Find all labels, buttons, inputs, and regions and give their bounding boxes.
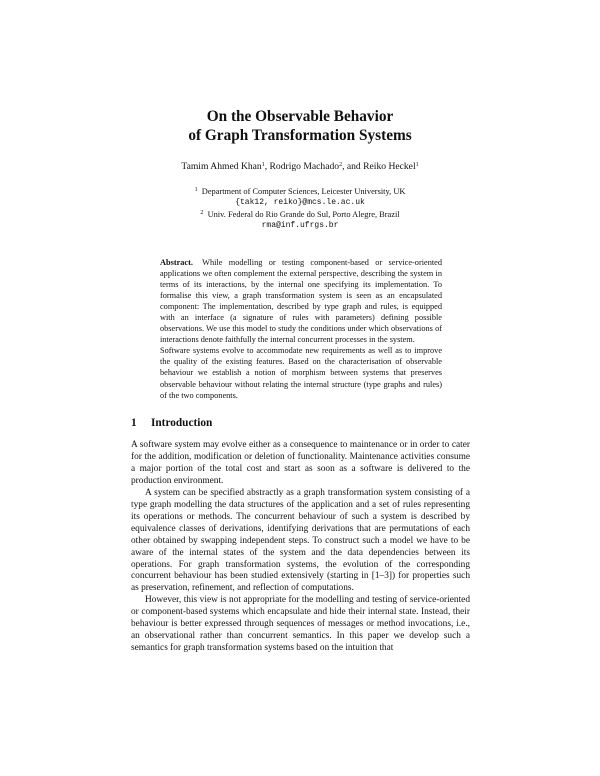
section-number: 1: [131, 417, 137, 429]
section-title: Introduction: [151, 417, 213, 429]
abstract-label: Abstract.: [160, 258, 193, 267]
affiliation-2: [0, 209, 600, 231]
body-paragraph: However, this view is not appropriate for the modelling and testing of service-oriented or component-based systems which encapsulate and hide their internal state. Instead, their behaviour is better expressed through sequences of messages or method invocations, i.e., an observational rather than concurrent semantics. In this paper we develop such a semantics for graph transformation systems based on the intuition that: [131, 595, 470, 654]
affiliation-institution: $^2$ Univ. Federal do Rio Grande do Sul, Porto Alegre, Brazil: [200, 210, 400, 219]
author-separator: , and: [342, 161, 364, 172]
author-separator: ,: [264, 161, 270, 172]
affiliation-email: rma@inf.ufrgs.br: [261, 221, 339, 230]
affiliation-institution: $^1$ Department of Computer Sciences, Leicester University, UK: [194, 187, 406, 196]
author-name: Reiko Heckel: [363, 161, 416, 172]
paper-title: [0, 107, 600, 145]
author-list: [0, 161, 600, 173]
author-affiliation-marker: 2: [339, 162, 343, 168]
title-line-1: On the Observable Behavior: [206, 108, 394, 125]
abstract-paragraph: Abstract. While modelling or testing component-based or service-oriented applications we often complement the external perspective, describing the system in terms of its interactions, by the internal one specifying its implementation. To formalise this view, a graph transformation system is seen as an encapsulated component: The implementation, described by type graph and rules, is equipped with an interface (a signature of rules with parameters) defining possible observations. We use this model to study the conditions under which observations of interactions denote faithfully the internal concurrent processes in the system.: [160, 258, 442, 345]
author-name: Rodrigo Machado: [269, 161, 340, 172]
body-paragraph: A system can be specified abstractly as a graph transformation system consisting of a type graph modelling the data structures of the application and a set of rules representing its operations or methods. The concurrent behaviour of such a system is described by equivalence classes of derivations, identifying derivations that are permutations of each other obtained by swapping independent steps. To construct such a model we have to be aware of the internal states of the system and the data dependencies between its operations. For graph transformation systems, the evolution of the corresponding concurrent behaviour has been studied extensively (starting in [1–3]) for properties such as preservation, refinement, and reflection of computations.: [131, 487, 470, 594]
abstract-paragraph: Software systems evolve to accommodate new requirements as well as to improve the quality of the existing features. Based on the characterisation of observable behaviour we establish a notion of morphism between systems that preserves observable behaviour without relating the internal structure (type graphs and rules) of the two components.: [160, 346, 442, 400]
author-affiliation-marker: 1: [261, 162, 265, 168]
body-paragraph: A software system may evolve either as a consequence to maintenance or in order to cater for the addition, modification or deletion of functionality. Maintenance activities consume a major portion of the total cost and start as soon as a software is delivered to the production environment.: [131, 440, 470, 486]
body-text: [131, 440, 470, 655]
author-affiliation-marker: 1: [415, 162, 419, 168]
affiliation-email: {tak12, reiko}@mcs.le.ac.uk: [235, 198, 365, 207]
affiliation-number: 2: [200, 210, 204, 216]
abstract: [160, 257, 442, 401]
affiliation-1: [0, 186, 600, 208]
author-name: Tamim Ahmed Khan: [181, 161, 262, 172]
title-line-2: of Graph Transformation Systems: [188, 127, 412, 144]
affiliation-number: 1: [194, 187, 198, 193]
section-heading: [131, 416, 212, 430]
